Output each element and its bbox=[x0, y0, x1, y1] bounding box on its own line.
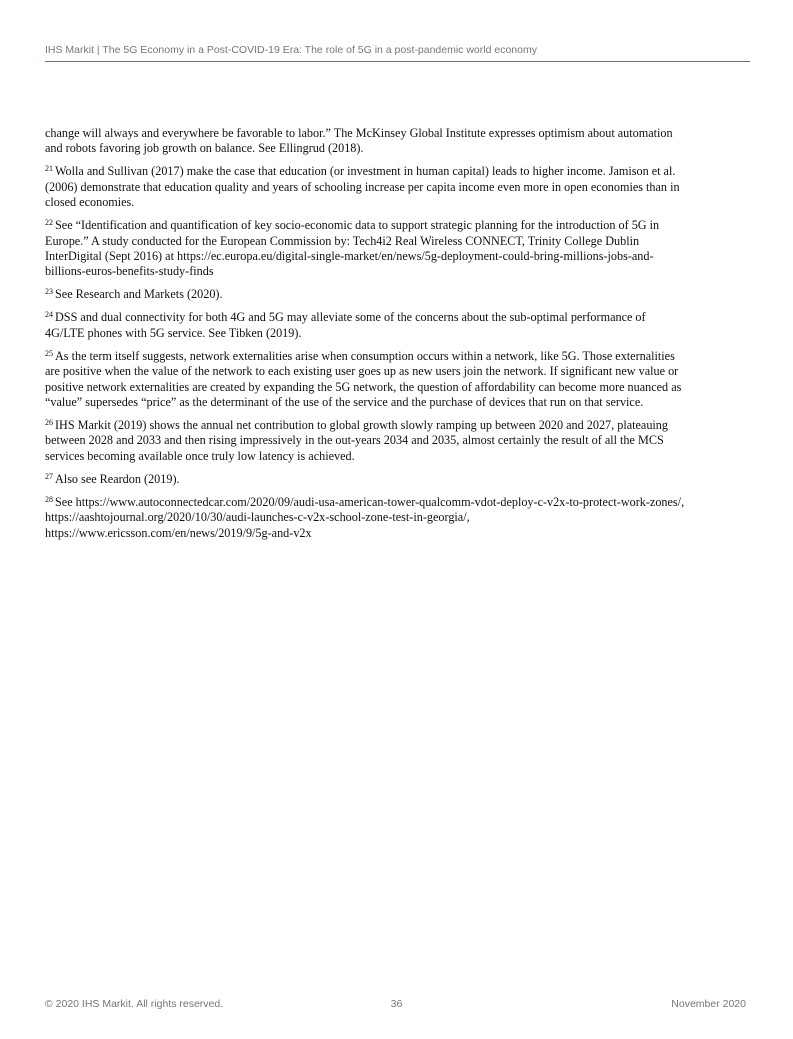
endnote-line: billions-euros-benefits-study-finds bbox=[45, 264, 214, 279]
footer-date: November 2020 bbox=[671, 998, 746, 1010]
endnote-number: 25 bbox=[45, 348, 53, 358]
endnote-line: https://aashtojournal.org/2020/10/30/audi-launches-c-v2x-school-zone-test-in-georgia/, bbox=[45, 510, 470, 525]
endnote-line: See Research and Markets (2020). bbox=[55, 287, 223, 302]
endnote-23 bbox=[45, 287, 750, 302]
endnote-line: IHS Markit (2019) shows the annual net contribution to global growth slowly ramping up between 2020 and 2027, plateauing bbox=[55, 418, 668, 433]
endnote-line: change will always and everywhere be favorable to labor.” The McKinsey Global Institute expresses optimism about automation bbox=[45, 126, 673, 140]
endnote-24 bbox=[45, 310, 750, 341]
footer-page-number: 36 bbox=[390, 998, 403, 1010]
endnote-line: positive network externalities are created by expanding the 5G network, the question of affordability can become more nuanced as bbox=[45, 379, 682, 394]
endnote-line: See https://www.autoconnectedcar.com/2020/09/audi-usa-american-tower-qualcomm-vdot-deploy-c-v2x-to-protect-work-zones/, bbox=[55, 494, 685, 509]
endnote-line: See “Identification and quantification of key socio-economic data to support strategic planning for the introduction of 5G in bbox=[55, 218, 660, 233]
endnote-line: are positive when the value of the network to each existing user goes up as new users join the network. If significant new value or bbox=[45, 364, 679, 379]
running-header: IHS Markit | The 5G Economy in a Post-COVID-19 Era: The role of 5G in a post-pandemic world economy bbox=[45, 44, 537, 56]
endnote-line: As the term itself suggests, network externalities arise when consumption occurs within a network, like 5G. Those externalities bbox=[55, 348, 675, 363]
endnote-line: between 2028 and 2033 and then rising impressively in the out-years 2034 and 2035, almost certainly the result of all the MCS bbox=[45, 433, 664, 448]
endnote-line: 4G/LTE phones with 5G service. See Tibken (2019). bbox=[45, 325, 302, 340]
endnote-line: (2006) demonstrate that education quality and years of schooling increase per capita income even more in open economies than in bbox=[45, 179, 680, 194]
endnotes-list bbox=[45, 126, 750, 549]
endnote-22 bbox=[45, 218, 750, 280]
endnote-number: 22 bbox=[45, 218, 53, 228]
endnote-line: https://www.ericsson.com/en/news/2019/9/5g-and-v2x bbox=[45, 525, 312, 540]
endnote-28 bbox=[45, 495, 750, 541]
endnote-number: 21 bbox=[45, 164, 53, 174]
endnote-line: InterDigital (Sept 2016) at https://ec.europa.eu/digital-single-market/en/news/5g-deployment-could-bring-millions-jobs-and- bbox=[45, 249, 654, 264]
endnote-line: services becoming available once truly low latency is achieved. bbox=[45, 448, 355, 463]
endnote-number: 28 bbox=[45, 494, 53, 504]
endnote-25 bbox=[45, 349, 750, 411]
endnote-number: 23 bbox=[45, 287, 53, 297]
endnote-line: closed economies. bbox=[45, 195, 135, 210]
endnote-21 bbox=[45, 164, 750, 210]
endnote-line: and robots favoring job growth on balance. See Ellingrud (2018). bbox=[45, 141, 364, 156]
header-divider bbox=[45, 61, 750, 62]
endnote-line: Europe.” A study conducted for the European Commission by: Tech4i2 Real Wireless CONNECT, Trinity College Dublin bbox=[45, 233, 640, 248]
footer-copyright: © 2020 IHS Markit. All rights reserved. bbox=[45, 998, 224, 1010]
endnote-line: DSS and dual connectivity for both 4G and 5G may alleviate some of the concerns about the sub-optimal performance of bbox=[55, 310, 646, 325]
endnote-line: “value” supersedes “price” as the determinant of the use of the service and the purchase of devices that run on that service. bbox=[45, 395, 644, 410]
endnote-line: Wolla and Sullivan (2017) make the case that education (or investment in human capital) leads to higher income. Jamison et al. bbox=[55, 164, 676, 179]
endnote-number: 27 bbox=[45, 471, 53, 481]
endnote-continuation bbox=[45, 126, 750, 157]
endnote-27 bbox=[45, 472, 750, 487]
endnote-26 bbox=[45, 418, 750, 464]
endnote-number: 24 bbox=[45, 310, 53, 320]
endnote-line: Also see Reardon (2019). bbox=[55, 471, 180, 486]
endnote-number: 26 bbox=[45, 418, 53, 428]
